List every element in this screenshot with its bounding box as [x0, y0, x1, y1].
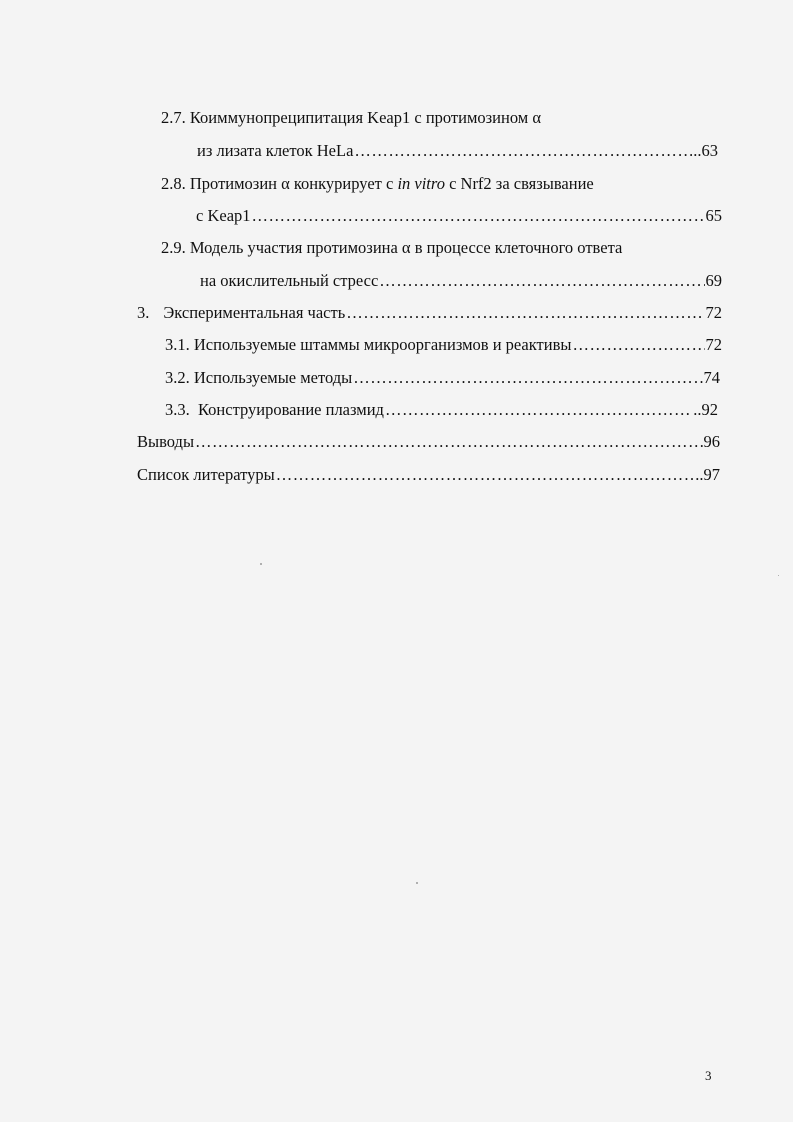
leader-dots	[572, 335, 704, 355]
page-ref: 65	[705, 206, 722, 225]
leader-dots	[252, 206, 705, 226]
toc-entry-2-8-line1: 2.8. Протимозин α конкурирует с in vitro с Nrf2 за связывание	[161, 174, 594, 193]
toc-entry-3: 3. Экспериментальная часть …………………………………………………………………………………………………………………………………………………… 72	[137, 303, 722, 323]
toc-entry-3-3: 3.3. Конструирование плазмид …………………………………………………………………………………………………………………………………………………… ..92	[165, 400, 718, 420]
leader-dots	[354, 141, 692, 161]
toc-entry-2-9-line1: 2.9. Модель участия протимозина α в процессе клеточного ответа	[161, 238, 623, 257]
toc-entry-3-2: 3.2. Используемые методы …………………………………………………………………………………………………………………………………………………… 74	[165, 368, 720, 388]
page-ref: ..63	[693, 141, 718, 160]
leader-dots	[346, 303, 704, 323]
page-ref: 96	[703, 432, 720, 451]
leader-dots	[353, 368, 702, 388]
toc-entry-3-1: 3.1. Используемые штаммы микроорганизмов и реактивы …………………………………………………………………………………………………………………………………………………… 72	[165, 335, 722, 355]
scan-speck	[778, 575, 779, 576]
toc-entry-conclusions: Выводы …………………………………………………………………………………………………………………………………………………… 96	[137, 432, 720, 452]
page-ref: 72	[705, 335, 722, 354]
leader-dots	[379, 271, 704, 291]
toc-entry-2-9-line2: на окислительный стресс …………………………………………………………………………………………………………………………………………………… 69	[200, 271, 722, 291]
page-ref: ..97	[695, 465, 720, 484]
leader-dots	[195, 432, 702, 452]
toc-entry-2-8-line2: с Keap1 …………………………………………………………………………………………………………………………………………………… 65	[196, 206, 722, 226]
leader-dots	[276, 465, 695, 485]
toc-entry-2-7-line1: 2.7. Коиммунопреципитация Keap1 с протимозином α	[161, 108, 541, 127]
leader-dots	[385, 400, 692, 420]
page-ref: 74	[703, 368, 720, 387]
toc-entry-references: Список литературы …………………………………………………………………………………………………………………………………………………… ..97	[137, 465, 720, 485]
page-ref: 69	[705, 271, 722, 290]
page-number: 3	[705, 1068, 712, 1083]
page-ref: 72	[705, 303, 722, 322]
page-ref: ..92	[693, 400, 718, 419]
scan-speck	[260, 563, 262, 565]
toc-entry-2-7-line2: из лизата клеток HeLa …………………………………………………………………………………………………………………………………………………… ..63	[197, 141, 718, 161]
scan-speck	[416, 882, 418, 884]
